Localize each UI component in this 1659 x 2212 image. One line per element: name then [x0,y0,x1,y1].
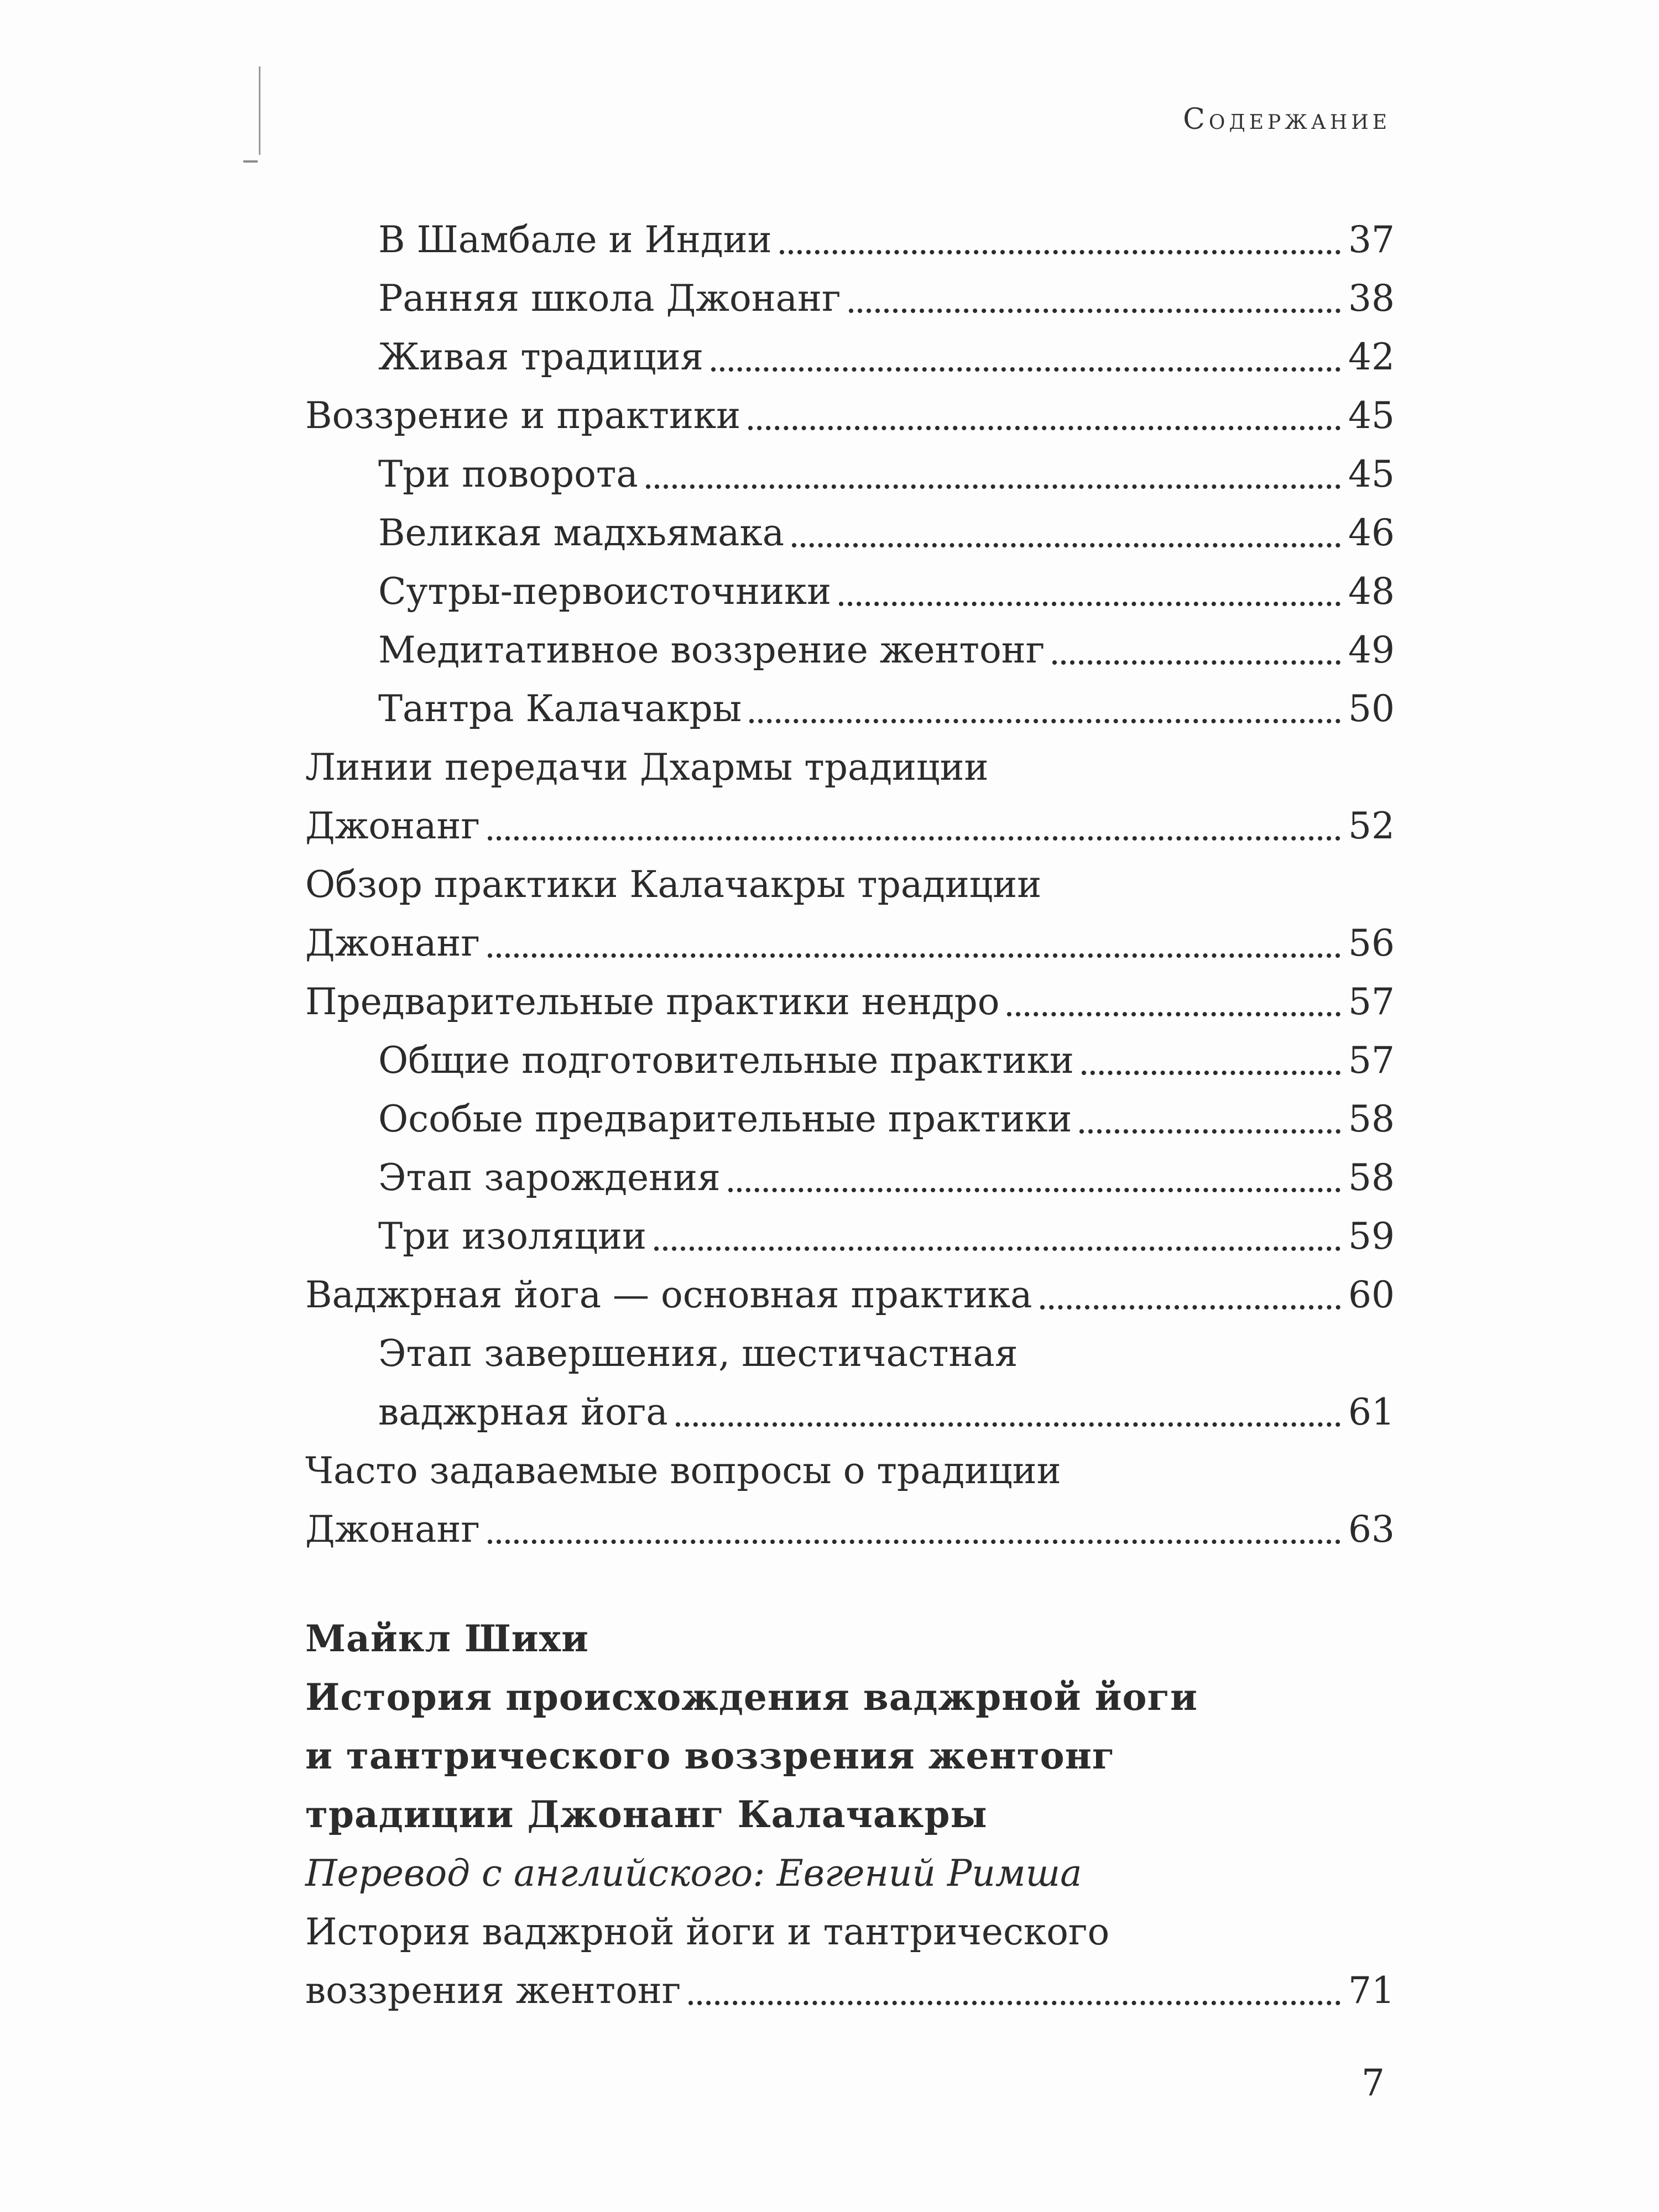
toc-entry [305,738,1395,796]
section-title-line [305,1726,1395,1785]
dot-leader [792,507,1340,547]
section-title-line [305,1668,1395,1726]
toc-entry-title: Великая мадхьямака [378,511,785,554]
dot-leader [646,448,1340,489]
toc-entry [305,1324,1395,1383]
section-title-line [305,1785,1395,1844]
page-edge-mark [259,66,260,155]
dot-leader [780,213,1340,254]
toc-entry-page: 63 [1348,1507,1395,1551]
toc-entry-title: Сутры-первоисточники [378,570,832,613]
toc-entry-page: 38 [1348,276,1395,320]
toc-entry-page: 42 [1348,335,1395,378]
dot-leader [688,1964,1340,2005]
dot-leader [1079,1093,1340,1134]
dot-leader [839,565,1340,606]
dot-leader [654,1210,1340,1251]
toc-entry-page: 57 [1348,1039,1395,1082]
toc-entry-title: воззрения жентонг [305,1969,681,2012]
toc-entry [305,1148,1395,1207]
toc-entry [305,562,1395,620]
toc-entry [305,679,1395,738]
toc-entry-title: Ранняя школа Джонанг [378,276,841,320]
toc-entry [305,855,1395,914]
toc-entry-title: Джонанг [305,921,481,964]
section-title-text: и тантрического воззрения жентонг [305,1734,1115,1777]
toc-entry-title: Этап завершения, шестичастная [378,1332,1018,1375]
toc-entry-title: История ваджрной йоги и тантрического [305,1910,1110,1953]
toc-entry-page: 58 [1348,1097,1395,1140]
toc-entry-title: Общие подготовительные практики [378,1039,1074,1082]
toc-entry-title: Живая традиция [378,335,704,378]
page-number: 7 [1361,2062,1385,2104]
toc-entry-title: Часто задаваемые вопросы о традиции [305,1449,1061,1492]
toc-entry-page: 58 [1348,1156,1395,1199]
toc-entry-title: ваджрная йога [378,1390,668,1433]
toc-entry-page: 60 [1348,1273,1395,1316]
toc-entry [305,269,1395,327]
section-title-text: традиции Джонанг Калачакры [305,1793,988,1836]
toc-entry [305,796,1395,855]
toc-entry [305,210,1395,269]
toc-entry [305,1031,1395,1089]
toc-entry-page: 61 [1348,1390,1395,1433]
toc-entry-title: Три изоляции [378,1214,646,1258]
toc-entry-page: 45 [1348,452,1395,495]
toc-entry [305,1265,1395,1324]
toc-entry [305,503,1395,562]
toc-entry-title: Этап зарождения [378,1156,721,1199]
toc-entry-title: Три поворота [378,452,638,495]
toc-entry-title: Джонанг [305,804,481,847]
dot-leader [488,1503,1340,1544]
toc-entry-title: Воззрение и практики [305,394,741,437]
toc-entry [305,620,1395,679]
section-title-text: История происхождения ваджрной йоги [305,1676,1198,1719]
table-of-contents [305,210,1395,2020]
toc-list-2 [305,1902,1395,2020]
author-name: Майкл Шихи [305,1617,589,1660]
dot-leader [1040,1269,1341,1310]
dot-leader [488,917,1340,958]
toc-entry-title: В Шамбале и Индии [378,218,772,261]
toc-entry [305,1383,1395,1441]
toc-entry-page: 56 [1348,921,1395,964]
dot-leader [1082,1034,1340,1075]
toc-list [305,210,1395,1558]
toc-entry [305,1441,1395,1500]
toc-entry [305,327,1395,386]
page-edge-tick [243,160,258,163]
toc-entry-page: 48 [1348,570,1395,613]
toc-entry-page: 45 [1348,394,1395,437]
dot-leader [728,1151,1340,1192]
toc-entry [305,972,1395,1031]
toc-entry [305,1089,1395,1148]
running-head: Содержание [1183,103,1391,136]
toc-entry [305,1207,1395,1265]
toc-entry-title: Медитативное воззрение жентонг [378,628,1045,671]
toc-entry-title: Предварительные практики нендро [305,980,1000,1023]
dot-leader [711,331,1340,372]
toc-entry-title: Джонанг [305,1507,481,1551]
toc-entry [305,1500,1395,1558]
toc-entry-title: Ваджрная йога — основная практика [305,1273,1032,1316]
toc-entry [305,1902,1395,1961]
dot-leader [1052,624,1340,665]
toc-entry-title: Линии передачи Дхармы традиции [305,745,989,789]
toc-entry-page: 37 [1348,218,1395,261]
dot-leader [748,389,1340,430]
toc-entry [305,1961,1395,2020]
toc-entry-page: 50 [1348,687,1395,730]
toc-entry-title: Обзор практики Калачакры традиции [305,863,1042,906]
section-author [305,1609,1395,1668]
translator-credit [305,1844,1395,1902]
toc-entry-page: 57 [1348,980,1395,1023]
toc-entry [305,386,1395,445]
translator-text: Перевод с английского: Евгений Римша [305,1851,1082,1895]
toc-entry-page: 49 [1348,628,1395,671]
dot-leader [849,272,1340,313]
dot-leader [1007,975,1340,1016]
toc-entry-page: 59 [1348,1214,1395,1258]
toc-entry-page: 52 [1348,804,1395,847]
toc-entry-title: Тантра Калачакры [378,687,742,730]
toc-entry [305,445,1395,503]
dot-leader [676,1386,1340,1427]
toc-entry-title: Особые предварительные практики [378,1097,1072,1140]
dot-leader [488,800,1340,841]
dot-leader [749,682,1340,723]
toc-entry-page: 71 [1348,1969,1395,2012]
toc-entry-page: 46 [1348,511,1395,554]
section-gap [305,1558,1395,1609]
toc-entry [305,914,1395,972]
